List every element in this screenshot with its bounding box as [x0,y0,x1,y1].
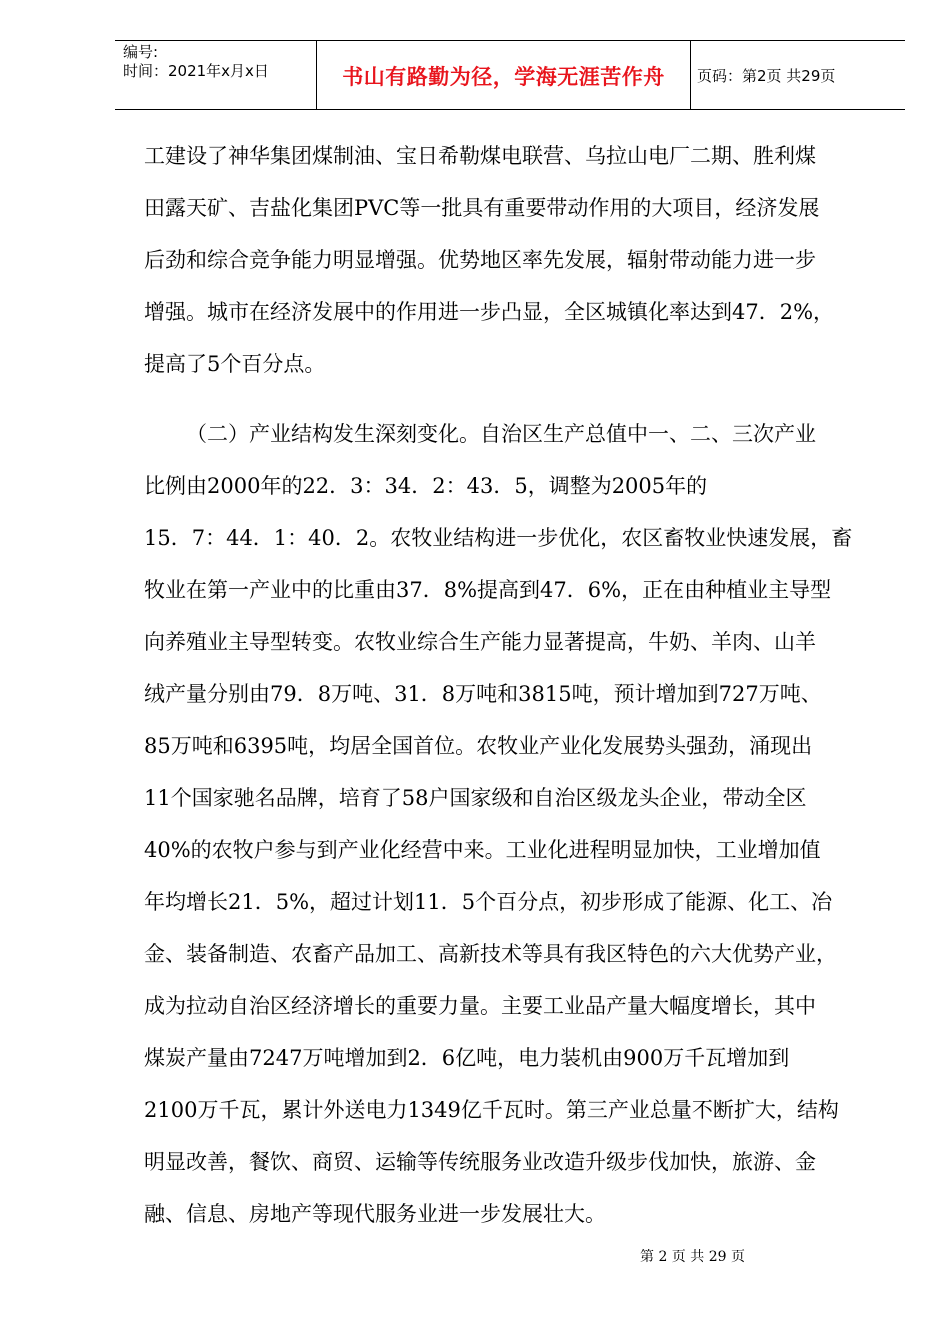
text-line: （二）产业结构发生深刻变化。自治区生产总值中一、二、三次产业 [186,422,816,446]
text-line: 85万吨和6395吨，均居全国首位。农牧业产业化发展势头强劲，涌现出 [144,734,813,758]
text-line: 融、信息、房地产等现代服务业进一步发展壮大。 [144,1202,606,1226]
header-meta [123,43,269,81]
text-line: 40%的农牧户参与到产业化经营中来。工业化进程明显加快，工业增加值 [144,838,821,862]
text-line: 明显改善，餐饮、商贸、运输等传统服务业改造升级步伐加快，旅游、金 [144,1150,816,1174]
header-motto: 书山有路勤为径，学海无涯苦作舟 [342,65,665,89]
body-text [144,130,874,1240]
text-line: 绒产量分别由79．8万吨、31．8万吨和3815吨，预计增加到727万吨、 [144,682,822,706]
text-line: 比例由2000年的22．3：34．2：43．5，调整为2005年的 [144,474,708,498]
text-line: 向养殖业主导型转变。农牧业综合生产能力显著提高，牛奶、羊肉、山羊 [144,630,816,654]
text-line: 煤炭产量由7247万吨增加到2．6亿吨，电力装机由900万千瓦增加到 [144,1046,790,1070]
page-header [115,40,905,110]
text-line: 提高了5个百分点。 [144,352,326,376]
text-line: 成为拉动自治区经济增长的重要力量。主要工业品产量大幅度增长，其中 [144,994,816,1018]
text-line: 后劲和综合竞争能力明显增强。优势地区率先发展，辐射带动能力进一步 [144,248,816,272]
header-time: 时间：2021年x月x日 [123,62,269,80]
text-line: 15．7：44．1：40．2。农牧业结构进一步优化，农区畜牧业快速发展，畜 [144,526,853,550]
text-line: 工建设了神华集团煤制油、宝日希勒煤电联营、乌拉山电厂二期、胜利煤 [144,144,816,168]
footer-page-number: 第 2 页 共 29 页 [640,1249,745,1265]
text-line: 2100万千瓦，累计外送电力1349亿千瓦时。第三产业总量不断扩大，结构 [144,1098,839,1122]
text-line: 11个国家驰名品牌，培育了58户国家级和自治区级龙头企业，带动全区 [144,786,807,810]
text-line: 金、装备制造、农畜产品加工、高新技术等具有我区特色的六大优势产业， [144,942,837,966]
text-line: 田露天矿、吉盐化集团PVC等一批具有重要带动作用的大项目，经济发展 [144,196,820,220]
header-number: 编号: [123,43,159,61]
text-line: 增强。城市在经济发展中的作用进一步凸显，全区城镇化率达到47．2%， [144,300,835,324]
header-divider [690,41,691,109]
text-line: 年均增长21．5%，超过计划11．5个百分点，初步形成了能源、化工、冶 [144,890,833,914]
text-line: 牧业在第一产业中的比重由37．8%提高到47．6%，正在由种植业主导型 [144,578,832,602]
paragraph-1 [144,130,874,390]
header-page-number: 页码：第2页 共29页 [697,67,836,85]
paragraph-2 [144,408,874,1240]
